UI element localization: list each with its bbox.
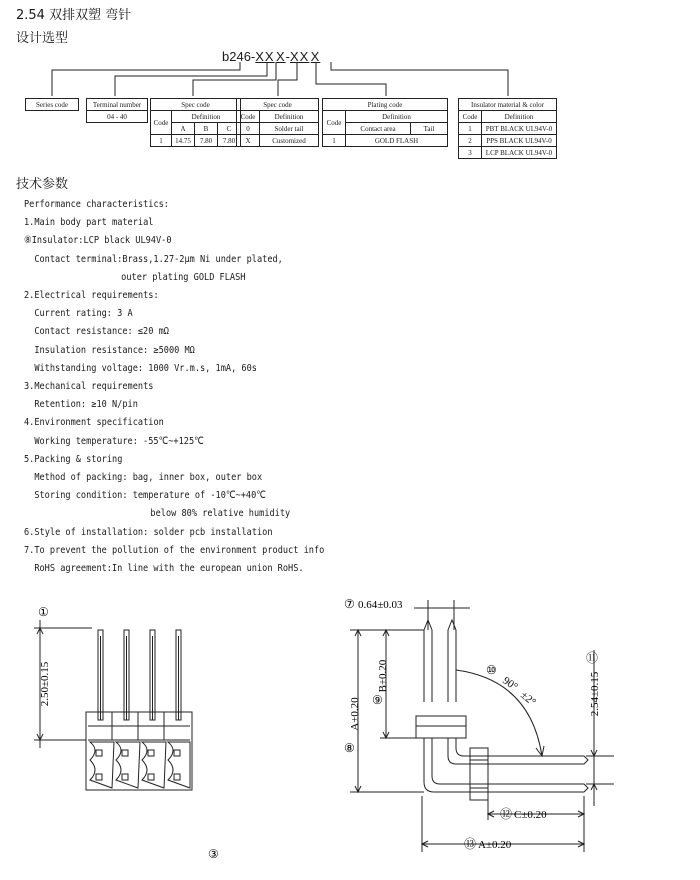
front-view-drawing bbox=[0, 600, 240, 880]
insulator-row-def: PPS BLACK UL94V-0 bbox=[482, 135, 557, 147]
height-dimension-label: 2.50±0.15 bbox=[39, 661, 51, 707]
spec-row-a: 14.75 bbox=[172, 135, 195, 147]
part-group-spec: X bbox=[275, 49, 286, 64]
spec2-definition-col: Definition bbox=[260, 111, 319, 123]
front-housing bbox=[86, 712, 192, 790]
circle-7-label: ⑦ bbox=[344, 597, 355, 611]
pin-width-dimension: 0.64±0.03 bbox=[358, 599, 403, 611]
circle-3-label: ③ bbox=[208, 847, 219, 861]
perf-line: Current rating: 3 A bbox=[34, 308, 133, 320]
series-code-table bbox=[25, 98, 79, 111]
page-title: 2.54 双排双塑 弯针 bbox=[16, 8, 132, 23]
spec-header: Spec code bbox=[151, 99, 241, 111]
plating-header: Plating code bbox=[323, 99, 448, 111]
insulator-row-def: PBT BLACK UL94V-0 bbox=[482, 123, 557, 135]
spec2-row-code: 0 bbox=[237, 123, 260, 135]
perf-line: RoHS agreement:In line with the european union RoHS. bbox=[34, 563, 304, 575]
spec-row-c: 7.80 bbox=[218, 135, 241, 147]
plating-code-table bbox=[322, 98, 448, 147]
dimension-c-label: C±0.20 bbox=[514, 809, 547, 821]
insulator-row-code: 1 bbox=[459, 123, 482, 135]
spec-row-code: 1 bbox=[151, 135, 172, 147]
perf-line: 4.Environment specification bbox=[24, 417, 164, 429]
spec2-row-def: Solder tail bbox=[260, 123, 319, 135]
angle-tolerance-label: ±2° bbox=[518, 689, 538, 709]
perf-line: Retention: ≥10 N/pin bbox=[34, 399, 138, 411]
insulator-definition-col: Definition bbox=[482, 111, 557, 123]
perf-line: Working temperature: -55℃~+125℃ bbox=[34, 435, 204, 447]
perf-line: outer plating GOLD FLASH bbox=[121, 271, 246, 283]
perf-line: below 80% relative humidity bbox=[150, 508, 291, 520]
plating-definition-col: Definition bbox=[346, 111, 448, 123]
spec-code-table-2 bbox=[236, 98, 319, 147]
plating-contact-area-col: Contact area bbox=[346, 123, 411, 135]
insulator-header: Insulator material & color bbox=[459, 99, 557, 111]
insulator-code-col: Code bbox=[459, 111, 482, 123]
series-code-header: Series code bbox=[26, 99, 79, 111]
spec-definition-col: Definition bbox=[172, 111, 241, 123]
perf-line: Storing condition: temperature of -10℃~+40℃ bbox=[34, 490, 266, 502]
terminal-value: 04 - 40 bbox=[87, 111, 148, 123]
spec-col-c: C bbox=[218, 123, 241, 135]
circle-11-label: ⑪ bbox=[586, 651, 599, 665]
side-view-drawing bbox=[330, 590, 630, 880]
perf-line: 2.Electrical requirements: bbox=[24, 290, 159, 302]
spec-code-table bbox=[150, 98, 241, 147]
spec-row-b: 7.80 bbox=[195, 135, 218, 147]
perf-line: Contact resistance: ≤20 mΩ bbox=[34, 326, 169, 338]
circle-8-label: ⑧ bbox=[344, 741, 355, 755]
spec-col-a: A bbox=[172, 123, 195, 135]
performance-section bbox=[24, 196, 385, 578]
perf-line: 3.Mechanical requirements bbox=[24, 381, 154, 393]
circle-12-label: ⑫ bbox=[500, 807, 513, 821]
perf-line: Insulation resistance: ≥5000 MΩ bbox=[34, 344, 195, 356]
circle-10-label: ⑩ bbox=[486, 663, 497, 677]
perf-line: 1.Main body part material bbox=[24, 217, 154, 229]
pitch-dimension-label: 2.54±0.15 bbox=[589, 671, 601, 717]
perf-line: Withstanding voltage: 1000 Vr.m.s, 1mA, 60s bbox=[34, 362, 257, 374]
perf-line: ⑧Insulator:LCP black UL94V-0 bbox=[24, 235, 172, 247]
perf-line: 5.Packing & storing bbox=[24, 453, 123, 465]
front-pins bbox=[98, 630, 181, 720]
dimension-b-label: B±0.20 bbox=[377, 659, 389, 693]
angle-label: 90° bbox=[500, 674, 520, 694]
plating-code-col: Code bbox=[323, 111, 346, 135]
terminal-header: Terminal number bbox=[87, 99, 148, 111]
part-group-plating: XX bbox=[289, 49, 310, 64]
part-number-leader-lines bbox=[0, 0, 700, 100]
spec-col-b: B bbox=[195, 123, 218, 135]
perf-line: Performance characteristics: bbox=[24, 199, 169, 210]
dimension-a-vertical-label: A±0.20 bbox=[349, 697, 361, 731]
spec2-header: Spec code bbox=[237, 99, 319, 111]
circle-13-label: ⑬ bbox=[464, 837, 477, 851]
perf-line: Contact terminal:Brass,1.27-2μm Ni under plated, bbox=[34, 253, 283, 265]
plating-row-code: 1 bbox=[323, 135, 346, 147]
spec2-row-def: Customized bbox=[260, 135, 319, 147]
page-subtitle: 设计选型 bbox=[16, 31, 69, 46]
circle-9-label: ⑨ bbox=[372, 693, 383, 707]
perf-line: 6.Style of installation: solder pcb installation bbox=[24, 526, 273, 538]
part-group-spec2: X bbox=[310, 49, 321, 64]
circle-1-label: ① bbox=[38, 605, 49, 619]
insulator-row-code: 2 bbox=[459, 135, 482, 147]
perf-line: Method of packing: bag, inner box, outer box bbox=[34, 472, 263, 484]
part-sep: - bbox=[250, 49, 256, 64]
part-sep: - bbox=[285, 49, 290, 64]
spec-code-col: Code bbox=[151, 111, 172, 135]
insulator-table bbox=[458, 98, 557, 159]
insulator-row-code: 3 bbox=[459, 147, 482, 159]
tech-params-heading: 技术参数 bbox=[16, 177, 69, 192]
spec2-row-code: X bbox=[237, 135, 260, 147]
dimension-a-horizontal-label: A±0.20 bbox=[478, 839, 512, 851]
part-prefix: b246 bbox=[222, 49, 251, 64]
spec2-code-col: Code bbox=[237, 111, 260, 123]
plating-row-def: GOLD FLASH bbox=[346, 135, 448, 147]
insulator-row-def: LCP BLACK UL94V-0 bbox=[482, 147, 557, 159]
plating-tail-col: Tail bbox=[411, 123, 448, 135]
perf-line: 7.To prevent the pollution of the environment product info bbox=[24, 544, 325, 556]
terminal-number-table bbox=[86, 98, 148, 123]
part-group-terminal: XX bbox=[255, 49, 275, 64]
